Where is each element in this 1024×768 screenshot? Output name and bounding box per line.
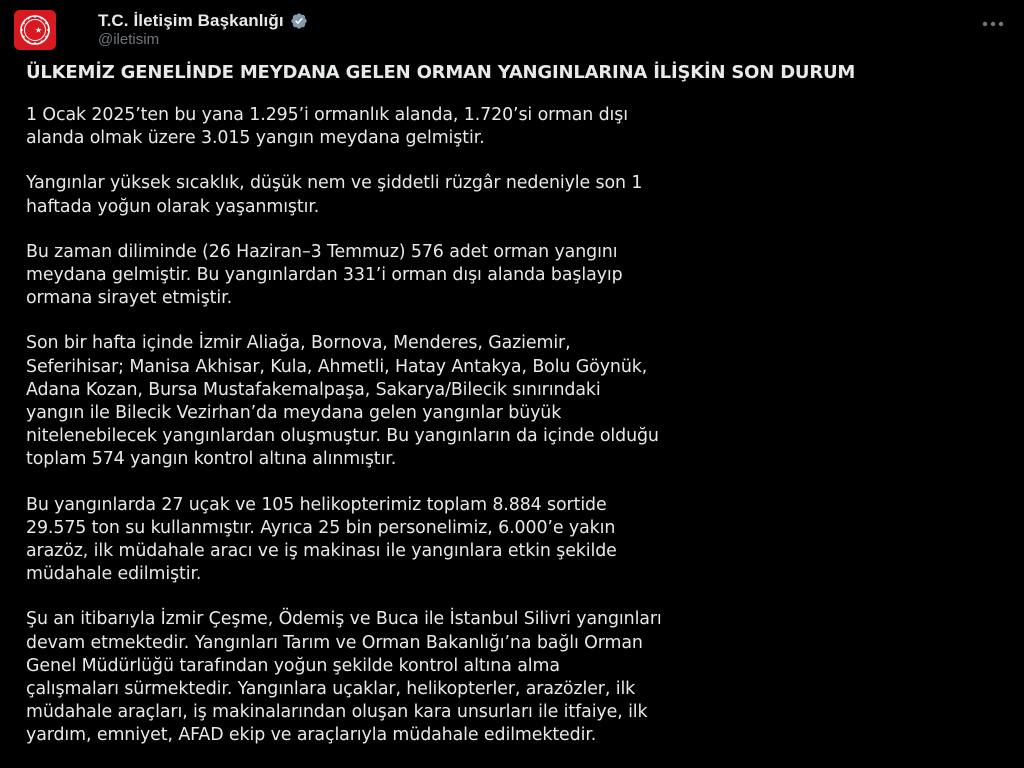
paragraph-line: yangın ile Bilecik Vezirhan’da meydana gelen yangınlar büyük <box>26 403 562 424</box>
paragraph-ongoing-fires <box>26 608 1012 747</box>
paragraph-line: Adana Kozan, Bursa Mustafakemalpaşa, Sakarya/Bilecik sınırındaki <box>26 379 601 400</box>
more-horizontal-icon <box>982 20 1004 28</box>
paragraph-line: çalışmaları sürmektedir. Yangınlara uçaklar, helikopterler, arazözler, ilk <box>26 679 636 700</box>
paragraph-line: Genel Müdürlüğü tarafından yoğun şekilde kontrol altına alma <box>26 655 560 676</box>
post-header <box>14 10 1010 52</box>
star-crescent-seal-icon <box>14 10 56 50</box>
paragraph-line: Yangınlar yüksek sıcaklık, düşük nem ve şiddetli rüzgâr nedeniyle son 1 <box>26 173 643 194</box>
paragraph-line: müdahale araçları, iş makinalarından oluşan kara unsurları ile itfaiye, ilk <box>26 702 648 723</box>
headline-line: İLİŞKİN SON DURUM <box>653 62 856 83</box>
verified-badge-icon <box>290 12 308 30</box>
headline-line: ÜLKEMİZ GENELİNDE MEYDANA GELEN ORMAN YANGINLARINA <box>26 62 648 83</box>
paragraph-major-fires <box>26 332 1012 471</box>
paragraph-fire-causes <box>26 172 1012 218</box>
avatar[interactable] <box>14 10 56 50</box>
paragraph-line: devam etmektedir. Yangınları Tarım ve Orman Bakanlığı’na bağlı Orman <box>26 632 643 653</box>
paragraph-line: nitelenebilecek yangınlardan oluşmuştur. Bu yangınların da içinde olduğu <box>26 426 659 447</box>
paragraph-line: müdahale edilmiştir. <box>26 564 202 585</box>
paragraph-line: yardım, emniyet, AFAD ekip ve araçlarıyla müdahale edilmektedir. <box>26 725 597 746</box>
post-headline <box>26 60 1012 85</box>
paragraph-line: Son bir hafta içinde İzmir Aliağa, Bornova, Menderes, Gaziemir, <box>26 333 571 354</box>
post-text <box>26 60 1012 768</box>
paragraph-aircraft-response <box>26 494 1012 587</box>
paragraph-line: haftada yoğun olarak yaşanmıştır. <box>26 196 320 217</box>
paragraph-line: alanda olmak üzere 3.015 yangın meydana gelmiştir. <box>26 128 485 149</box>
paragraph-line: Şu an itibarıyla İzmir Çeşme, Ödemiş ve Buca ile İstanbul Silivri yangınları <box>26 609 662 630</box>
paragraph-weekly-count <box>26 241 1012 311</box>
paragraph-line: toplam 574 yangın kontrol altına alınmıştır. <box>26 449 397 470</box>
paragraph-line: Seferihisar; Manisa Akhisar, Kula, Ahmetli, Hatay Antakya, Bolu Göynük, <box>26 356 648 377</box>
user-handle[interactable]: @iletisim <box>98 31 160 48</box>
paragraph-line: Bu yangınlarda 27 uçak ve 105 helikopterimiz toplam 8.884 sortide <box>26 494 607 515</box>
paragraph-fire-totals <box>26 104 1012 150</box>
paragraph-line: 29.575 ton su kullanmıştır. Ayrıca 25 bin personelimiz, 6.000’e yakın <box>26 517 616 538</box>
paragraph-line: Bu zaman diliminde (26 Haziran–3 Temmuz) 576 adet orman yangını <box>26 241 618 262</box>
paragraph-line: ormana sirayet etmiştir. <box>26 288 233 309</box>
more-options-button[interactable] <box>976 10 1010 38</box>
display-name[interactable]: T.C. İletişim Başkanlığı <box>98 11 284 30</box>
name-line <box>98 10 308 32</box>
paragraph-line: meydana gelmiştir. Bu yangınlardan 331’i orman dışı alanda başlayıp <box>26 265 623 286</box>
paragraph-line: 1 Ocak 2025’ten bu yana 1.295’i ormanlık alanda, 1.720’si orman dışı <box>26 105 628 125</box>
paragraph-line: arazöz, ilk müdahale aracı ve iş makinası ile yangınlara etkin şekilde <box>26 541 617 562</box>
